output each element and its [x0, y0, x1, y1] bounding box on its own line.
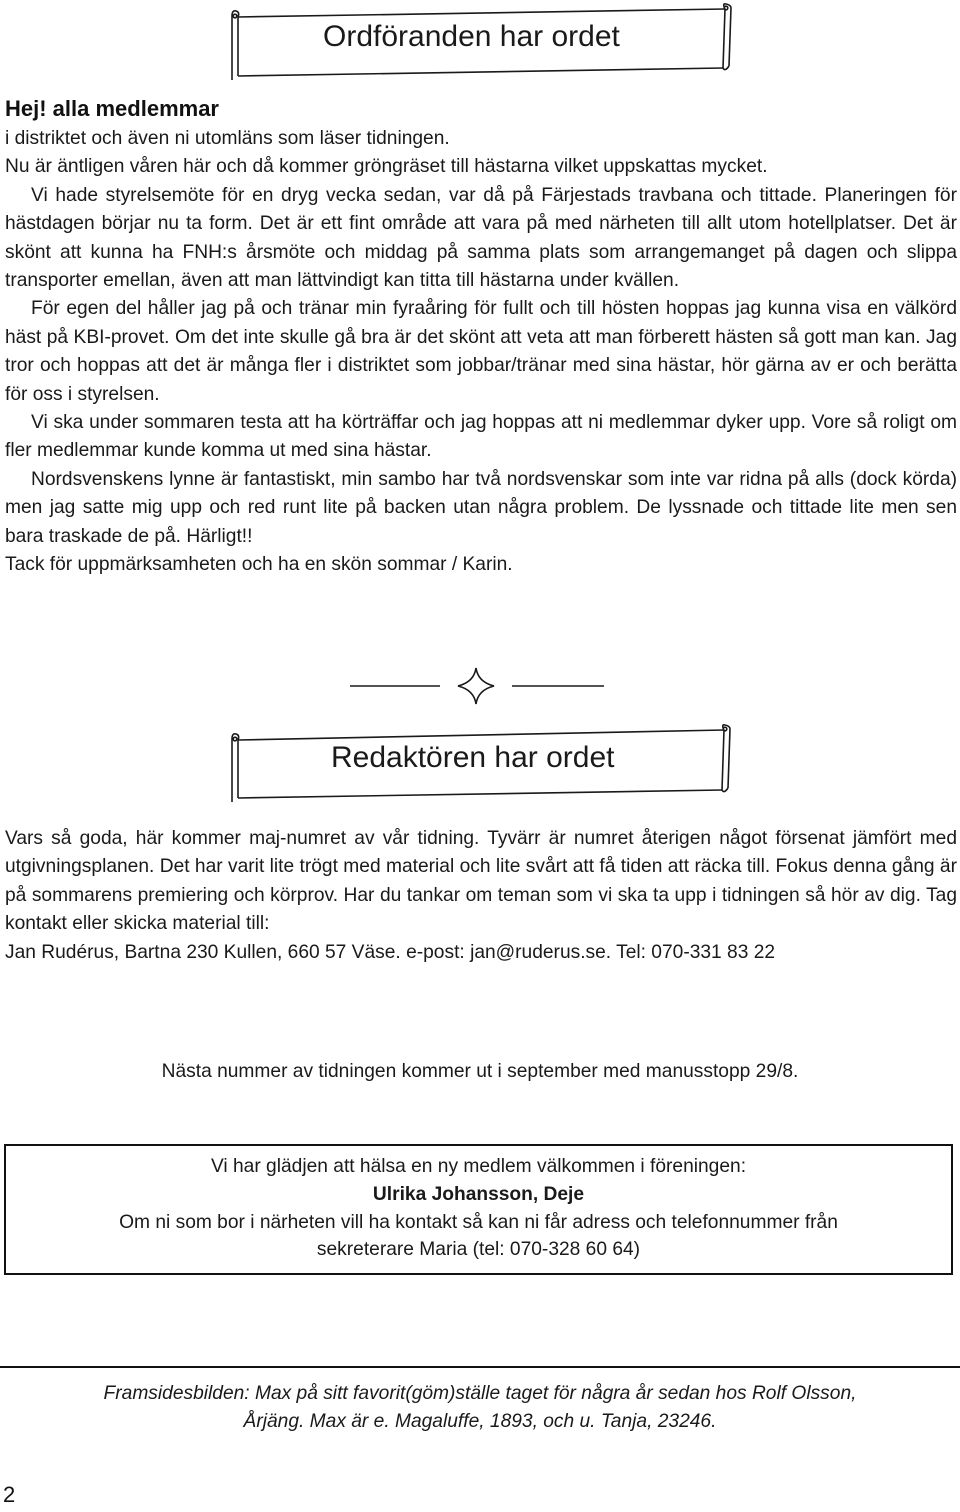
chair-paragraph: Nu är äntligen våren här och då kommer gröngräset till hästarna vilket uppskattas mycket.	[5, 156, 768, 178]
chair-paragraph: För egen del håller jag på och tränar min fyraåring för fullt och till hösten hoppas jag kunna visa en välkörd häst på KBI-provet. Om det inte skulle gå bra är det skönt att veta att man förberett hästen så gott man kan. Jag tror och hoppas att det är många fler i distriktet som jobbar/tränar med sina hästar, hör gärna av er och berätta för oss i styrelsen.	[5, 298, 957, 405]
next-issue-notice: Nästa nummer av tidningen kommer ut i september med manusstopp 29/8.	[161, 1061, 799, 1082]
four-point-star-icon	[350, 666, 604, 706]
caption-divider	[0, 1366, 960, 1368]
chair-paragraph: Nordsvenskens lynne är fantastiskt, min sambo har två nordsvenskar som inte var ridna på alls (dock körda) men jag satte mig upp och red runt lite på backen utan några problem. De lyssnade och tittade lite men sen bara traskade de på. Härligt!!	[5, 468, 957, 547]
editor-note	[5, 825, 957, 967]
chair-title: Ordföranden har ordet	[323, 20, 620, 53]
editor-contact: Jan Rudérus, Bartna 230 Kullen, 660 57 Väse. e-post: jan@ruderus.se. Tel: 070-331 83 22	[5, 941, 776, 963]
editor-title-banner	[0, 712, 960, 802]
editor-title: Redaktören har ordet	[331, 741, 615, 774]
welcome-line: sekreterare Maria (tel: 070-328 60 64)	[316, 1239, 641, 1261]
chair-title-banner	[0, 0, 960, 80]
chair-paragraph: i distriktet och även ni utomläns som läser tidningen.	[5, 128, 450, 149]
new-member-name: Ulrika Johansson, Deje	[372, 1183, 585, 1205]
greeting-heading: Hej! alla medlemmar	[5, 96, 219, 121]
cover-caption	[0, 1380, 960, 1436]
page-number: 2	[3, 1482, 16, 1507]
chair-letter	[5, 125, 957, 580]
chair-signoff: Tack för uppmärksamheten och ha en skön sommar / Karin.	[5, 554, 513, 576]
caption-line: Framsidesbilden: Max på sitt favorit(göm)ställe taget för några år sedan hos Rolf Olsson,	[103, 1383, 857, 1404]
caption-line: Årjäng. Max är e. Magaluffe, 1893, och u. Tanja, 23246.	[243, 1411, 717, 1432]
welcome-box	[4, 1144, 953, 1275]
welcome-line: Vi har glädjen att hälsa en ny medlem välkommen i föreningen:	[210, 1156, 747, 1177]
chair-paragraph: Vi ska under sommaren testa att ha körträffar och jag hoppas att ni medlemmar dyker upp. Vore så roligt om fler medlemmar kunde komma ut med sina hästar.	[5, 412, 957, 462]
welcome-line: Om ni som bor i närheten vill ha kontakt så kan ni får adress och telefonnummer från	[119, 1211, 838, 1233]
editor-paragraph: Vars så goda, här kommer maj-numret av vår tidning. Tyvärr är numret återigen något försenat jämfört med utgivningsplanen. Det har varit lite trögt med material och lite svårt att få tiden att räcka till. Fokus denna gång är på sommarens premiering och körprov. Har du tankar om teman som vi ska ta upp i tidningen så hör av dig. Tag kontakt eller skicka material till:	[5, 828, 957, 935]
chair-paragraph: Vi hade styrelsemöte för en dryg vecka sedan, var då på Färjestads travbana och tittade. Planeringen för hästdagen börjar nu ta form. Det är ett fint område att vara på med närheten till allt utom hotellplatser. Det är skönt att kunna ha FNH:s årsmöte och middag på samma plats som arrangemanget på dagen och slippa transporter emellan, även att man lättvindigt kan titta till hästarna under kvällen.	[5, 184, 957, 292]
